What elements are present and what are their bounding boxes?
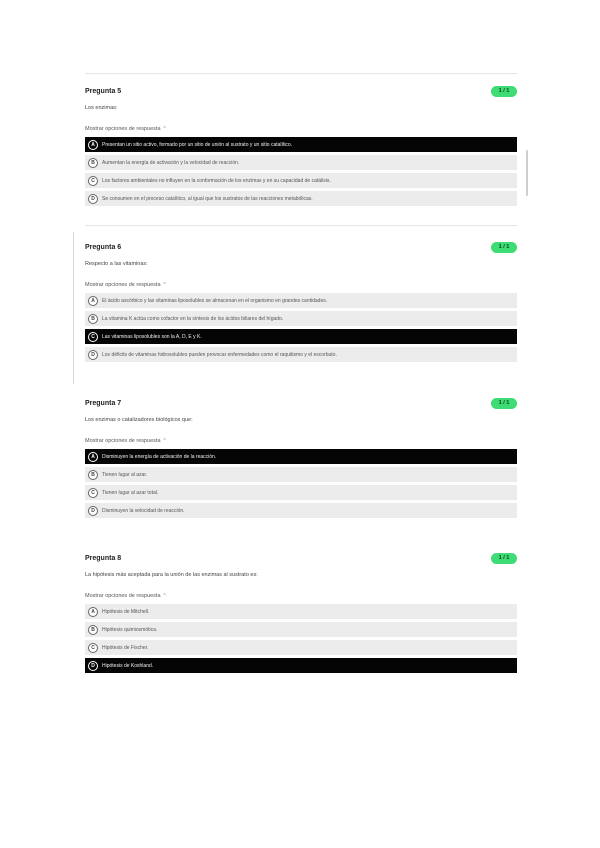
option-text: Hipótesis de Koshland. — [102, 662, 154, 669]
option-letter: D — [88, 661, 98, 671]
chevron-up-icon: ⌃ — [162, 126, 167, 132]
option-letter: A — [88, 607, 98, 617]
question-title: Pregunta 6 — [85, 244, 122, 251]
option-text: Las vitaminas liposolubles son la A, D, E y K. — [102, 333, 202, 340]
answer-option-b[interactable] — [85, 622, 517, 637]
answer-options — [85, 604, 517, 673]
answer-option-b[interactable] — [85, 467, 517, 482]
option-text: Hipótesis quimiosmótica. — [102, 626, 158, 633]
chevron-up-icon: ⌃ — [162, 438, 167, 444]
option-letter: C — [88, 488, 98, 498]
answer-options — [85, 137, 517, 206]
option-letter: A — [88, 140, 98, 150]
answer-options — [85, 449, 517, 518]
question-header — [85, 397, 517, 411]
option-letter: A — [88, 296, 98, 306]
question-card — [85, 85, 517, 209]
answer-option-a[interactable] — [85, 604, 517, 619]
option-text: Se consumen en el proceso catalítico, al igual que los sustratos de las reacciones metabólicas. — [102, 195, 313, 202]
option-letter: B — [88, 314, 98, 324]
option-letter: B — [88, 625, 98, 635]
option-letter: D — [88, 194, 98, 204]
question-header — [85, 85, 517, 99]
answer-option-d[interactable] — [85, 503, 517, 518]
score-badge: 1 / 1 — [491, 86, 517, 97]
option-letter: B — [88, 470, 98, 480]
option-text: Los déficits de vitaminas hidrosolubles pueden provocar enfermedades como el raquitismo y el escorbuto. — [102, 351, 337, 358]
question-text: La hipótesis más aceptada para la unión de las enzimas al sustrato es: — [85, 572, 258, 578]
option-text: Tienen lugar al azar. — [102, 471, 148, 478]
option-text: Los factores ambientales no influyen en la conformación de los enzimas y en su capacidad de catálisis. — [102, 177, 331, 184]
show-options-label: Mostrar opciones de respuesta — [85, 593, 161, 599]
option-letter: C — [88, 332, 98, 342]
divider — [85, 73, 517, 74]
answer-option-c[interactable] — [85, 640, 517, 655]
question-card — [85, 397, 517, 521]
scrollbar-thumb[interactable] — [526, 150, 528, 196]
score-badge: 1 / 1 — [491, 553, 517, 564]
question-title: Pregunta 5 — [85, 88, 122, 95]
option-letter: D — [88, 506, 98, 516]
show-options-toggle[interactable] — [85, 281, 517, 290]
option-letter: C — [88, 176, 98, 186]
show-options-label: Mostrar opciones de respuesta — [85, 438, 161, 444]
answer-options — [85, 293, 517, 362]
answer-option-c[interactable] — [85, 329, 517, 344]
score-badge: 1 / 1 — [491, 398, 517, 409]
option-text: Aumentan la energía de activación y la velocidad de reacción. — [102, 159, 240, 166]
show-options-toggle[interactable] — [85, 592, 517, 601]
option-text: Presentan un sitio activo, formado por un sitio de unión al sustrato y un sitio catalítico. — [102, 141, 293, 148]
answer-option-a[interactable] — [85, 449, 517, 464]
left-border — [73, 232, 74, 384]
question-text: Los enzimas: — [85, 105, 118, 111]
question-title: Pregunta 7 — [85, 400, 122, 407]
option-text: El ácido ascórbico y las vitaminas liposolubles se almacenan en el organismo en grandes cantidades. — [102, 297, 328, 304]
answer-option-c[interactable] — [85, 485, 517, 500]
question-header — [85, 241, 517, 255]
question-text: Los enzimas o catalizadores biológicos que: — [85, 417, 193, 423]
answer-option-d[interactable] — [85, 191, 517, 206]
question-card — [85, 552, 517, 676]
answer-option-b[interactable] — [85, 311, 517, 326]
question-text: Respecto a las vitaminas: — [85, 261, 148, 267]
option-text: Disminuyen la velocidad de reacción. — [102, 507, 185, 514]
option-letter: D — [88, 350, 98, 360]
score-badge: 1 / 1 — [491, 242, 517, 253]
option-letter: C — [88, 643, 98, 653]
chevron-up-icon: ⌃ — [162, 593, 167, 599]
show-options-toggle[interactable] — [85, 437, 517, 446]
question-card — [85, 241, 517, 365]
answer-option-b[interactable] — [85, 155, 517, 170]
divider — [85, 225, 517, 226]
answer-option-a[interactable] — [85, 293, 517, 308]
answer-option-c[interactable] — [85, 173, 517, 188]
option-text: La vitamina K actúa como cofactor en la síntesis de los ácidos biliares del hígado. — [102, 315, 284, 322]
answer-option-d[interactable] — [85, 347, 517, 362]
option-letter: A — [88, 452, 98, 462]
show-options-toggle[interactable] — [85, 125, 517, 134]
answer-option-d[interactable] — [85, 658, 517, 673]
option-text: Hipótesis de Mitchell. — [102, 608, 150, 615]
option-text: Tienen lugar al azar total. — [102, 489, 159, 496]
option-text: Disminuyen la energía de activación de la reacción. — [102, 453, 217, 460]
show-options-label: Mostrar opciones de respuesta — [85, 282, 161, 288]
show-options-label: Mostrar opciones de respuesta — [85, 126, 161, 132]
question-header — [85, 552, 517, 566]
chevron-up-icon: ⌃ — [162, 282, 167, 288]
option-letter: B — [88, 158, 98, 168]
question-title: Pregunta 8 — [85, 555, 122, 562]
answer-option-a[interactable] — [85, 137, 517, 152]
option-text: Hipótesis de Fischer. — [102, 644, 149, 651]
